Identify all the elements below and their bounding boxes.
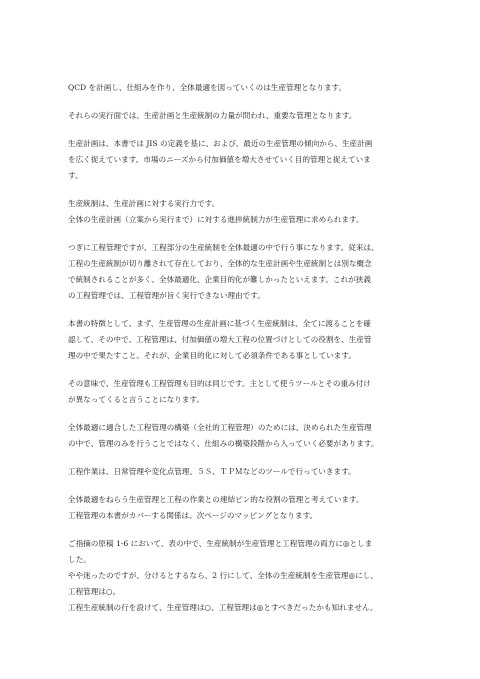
text-line: 生産統制は、生産計画に対する実行力です。 — [68, 199, 220, 208]
text-line: で統制されることが多く、全体最適化、企業目的化が難しかったといえます。これが狭義 — [68, 275, 371, 284]
text-line: 全体の生産計画（立案から実行まで）に対する進捗統制力が生産管理に求められます。 — [68, 215, 364, 224]
text-line: 生産計画は、本書では JIS の定義を基に、および、最近の生産管理の傾向から、生産計画 — [68, 139, 373, 148]
paragraph-9 — [68, 464, 416, 480]
paragraph-3 — [68, 136, 416, 184]
text-line: ご指摘の原稿 1-6 において、表の中で、生産統制が生産管理と工程管理の両方に◎としま — [68, 539, 373, 548]
document-body — [68, 80, 416, 628]
text-line: の工程管理では、工程管理が旨く実行できない理由です。 — [68, 291, 265, 300]
text-line: 工程の生産統制が切り離されて存在しており、全体的な生産計画や生産統制とは別な概念 — [68, 259, 372, 268]
text-line: 全体最適をねらう生産管理と工程の作業との連結ピン的な役割の管理と考えています。 — [68, 495, 364, 504]
paragraph-7 — [68, 376, 416, 408]
text-line: 理の中で果たすこと。それが、企業目的化に対して必須条件である事としています。 — [68, 351, 356, 360]
paragraph-8 — [68, 420, 416, 452]
paragraph-1 — [68, 80, 416, 96]
text-line: つぎに工程管理ですが、工程部分の生産統制を全体最適の中で行う事になります。従来は、 — [68, 243, 379, 252]
text-line: の中で、管理のみを行うことではなく、仕組みの構築段階から入っていく必要があります。 — [68, 439, 379, 448]
paragraph-2 — [68, 108, 416, 124]
text-line: が異なってくると言うことになります。 — [68, 395, 205, 404]
text-line: 工程管理は○。 — [68, 587, 121, 596]
text-line: 工程管理の本書がカバーする関係は、次ページのマッピングとなります。 — [68, 511, 318, 520]
paragraph-4 — [68, 196, 416, 228]
paragraph-10 — [68, 492, 416, 524]
paragraph-6 — [68, 316, 416, 364]
text-line: を広く捉えています。市場のニーズから付加価値を増大させていく目的管理と捉えていま — [68, 155, 371, 164]
text-line: 本書の特徴として、まず、生産管理の生産計画に基づく生産統制は、全てに渡ることを確 — [68, 319, 371, 328]
text-line: す。 — [68, 171, 83, 180]
text-line: した。 — [68, 555, 91, 564]
text-line: 工程作業は、日常管理や変化点管理、５Ｓ、ＴＰＭなどのツールで行っていきます。 — [68, 467, 356, 476]
text-line: 全体最適に適合した工程管理の構築（全社的工程管理）のためには、決められた生産管理 — [68, 423, 372, 432]
text-line: その意味で、生産管理も工程管理も目的は同じです。主として使うツールとその重み付け — [68, 379, 371, 388]
text-line: QCD を計画し、仕組みを作り、全体最適を図っていくのは生産管理となります。 — [68, 83, 347, 92]
paragraph-5 — [68, 240, 416, 304]
text-line: 工程生産統制の行を設けて、生産管理は○、工程管理は◎とすべきだったかも知れません。 — [68, 603, 378, 612]
text-line: やや迷ったのですが、分けるとするなら、2 行にして、全体の生産統制を生産管理◎にし、 — [68, 571, 378, 580]
paragraph-11 — [68, 536, 416, 616]
text-line: 認して、その中で、工程管理は、付加価値の増大工程の位置づけとしての役割を、生産管 — [68, 335, 372, 344]
text-line: それらの実行面では、生産計画と生産統制の力量が問われ、重要な管理となります。 — [68, 111, 357, 120]
